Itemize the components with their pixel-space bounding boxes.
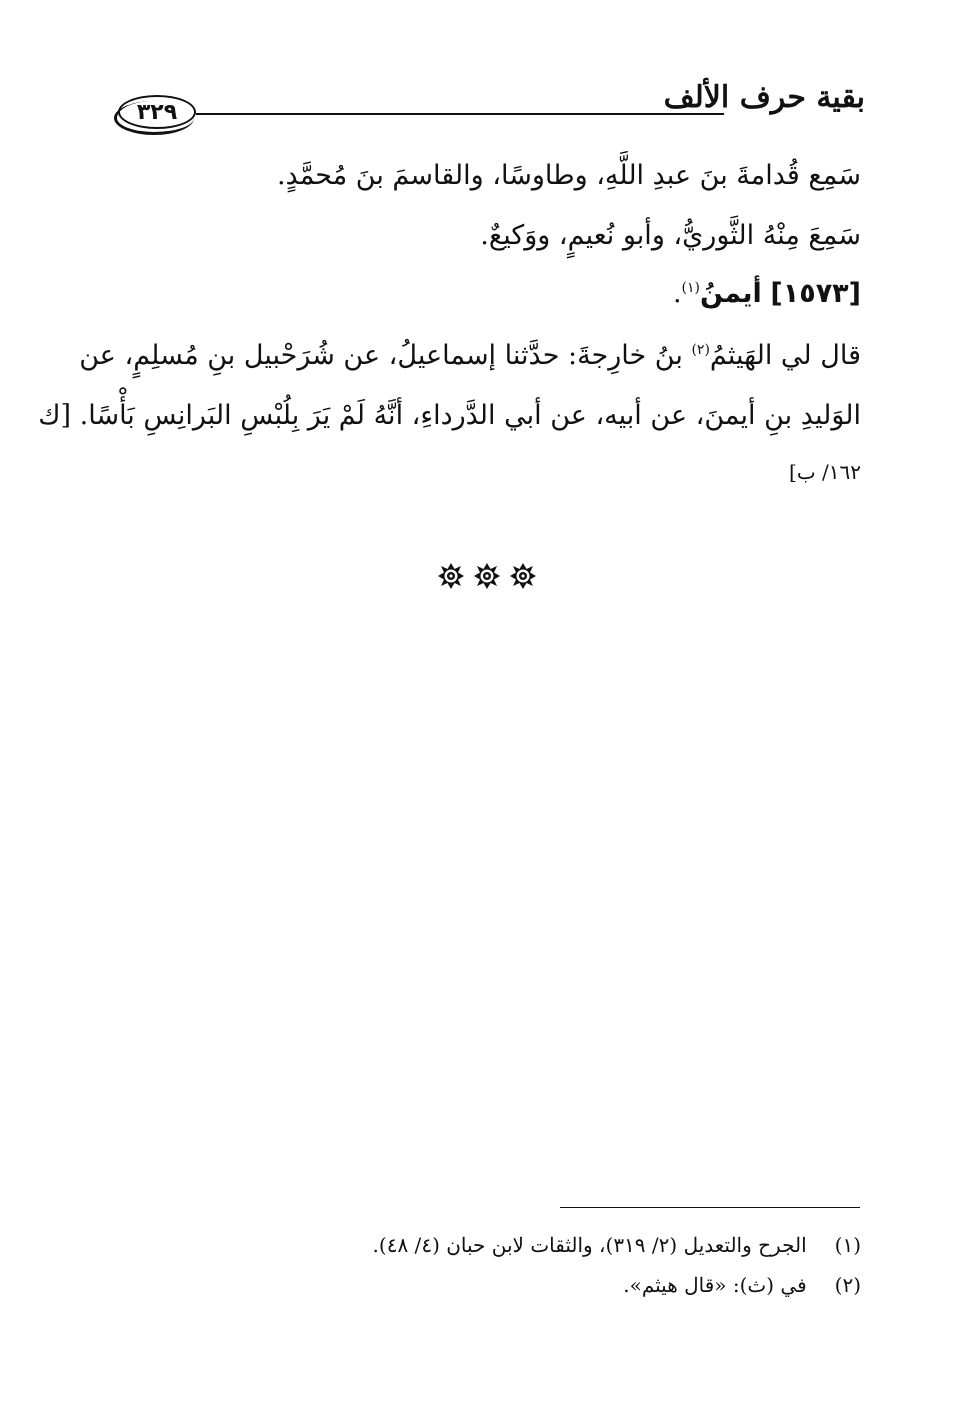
footnote-text: الجرح والتعديل (٢/ ٣١٩)، والثقات لابن حبان (٤/ ٤٨).: [372, 1233, 807, 1257]
ornament-star-icon: [473, 562, 501, 590]
paragraph-line: الوَليدِ بنِ أيمنَ، عن أبيه، عن أبي الدَّرداءِ، أنَّهُ لَمْ يَرَ بِلُبْسِ البَرانِسِ بَأْسًا. [ك: [38, 400, 861, 431]
footnote-item: [623, 1273, 861, 1297]
ornament-star-icon: [437, 562, 465, 590]
entry-heading: [673, 278, 861, 309]
footnote-ref: (١): [681, 280, 700, 296]
page-number: ٣٢٩: [118, 95, 196, 129]
footnote-text: في (ث): «قال هيثم».: [623, 1273, 807, 1297]
manuscript-ref: ١٦٢/ ب]: [789, 460, 861, 484]
footnote-ref: (٢): [691, 342, 710, 358]
entry-end: .: [672, 278, 682, 309]
footnote-number: (١): [834, 1233, 861, 1257]
footnote-divider: [560, 1207, 860, 1208]
paragraph-line: [79, 340, 861, 371]
body-line: سَمِعَ مِنْهُ الثَّوريُّ، وأبو نُعيمٍ، ووَكيعٌ.: [480, 220, 861, 251]
ornament-star-icon: [509, 562, 537, 590]
paragraph-start: قال لي الهَيثمُ: [709, 340, 861, 371]
header-rule: [196, 113, 724, 115]
footnote-number: (٢): [834, 1273, 861, 1297]
paragraph-rest: بنُ خارِجةَ: حدَّثنا إسماعيلُ، عن شُرَحْبيل بنِ مُسلِمٍ، عن: [79, 340, 692, 371]
entry-name: أيمنُ: [700, 278, 762, 309]
section-ornaments: [0, 562, 973, 590]
footnote-item: [373, 1233, 861, 1257]
body-line: سَمِع قُدامةَ بنَ عبدِ اللَّهِ، وطاوسًا، والقاسمَ بنَ مُحمَّدٍ.: [276, 160, 861, 191]
header-title: بقية حرف الألف: [663, 80, 865, 115]
entry-number: [١٥٧٣]: [770, 278, 861, 309]
